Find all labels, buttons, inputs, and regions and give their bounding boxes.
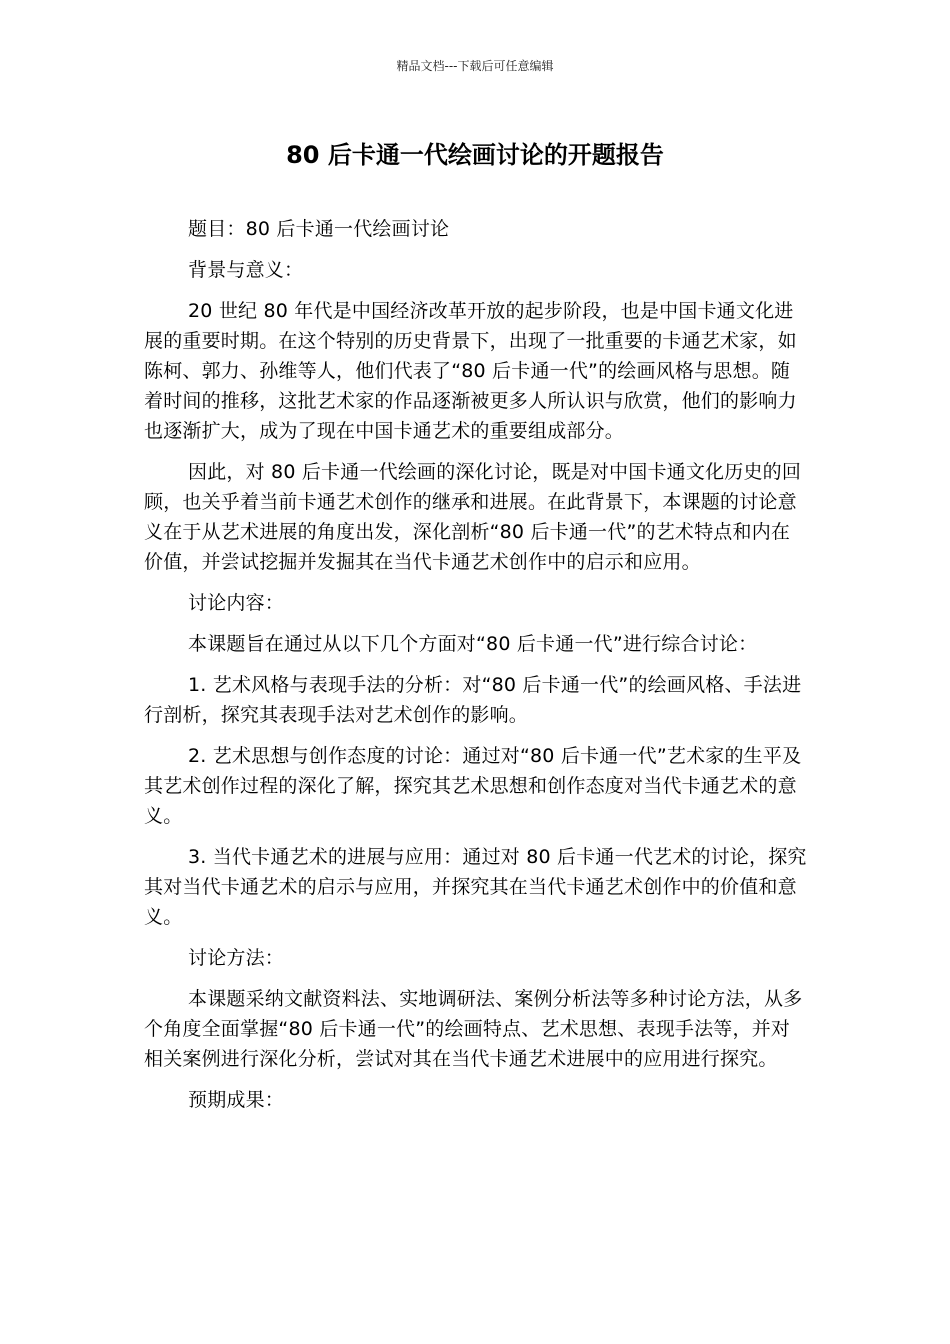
section-heading-background: 背景与意义：	[188, 259, 304, 281]
paragraph: 本课题采纳文献资料法、实地调研法、案例分析法等多种讨论方法，从多个角度全面掌握“80 后卡通一代”的绘画特点、艺术思想、表现手法等，并对相关案例进行深化分析，尝试对其在当代卡通艺术进展中的应用进行探究。	[144, 988, 803, 1070]
paragraph: 本课题旨在通过从以下几个方面对“80 后卡通一代”进行综合讨论：	[188, 633, 758, 655]
section-heading-content: 讨论内容：	[188, 592, 285, 614]
document-title: 80 后卡通一代绘画讨论的开题报告	[286, 141, 664, 169]
list-item: 1. 艺术风格与表现手法的分析：对“80 后卡通一代”的绘画风格、手法进行剖析，探究其表现手法对艺术创作的影响。	[144, 674, 802, 726]
list-item: 2. 艺术思想与创作态度的讨论：通过对“80 后卡通一代”艺术家的生平及其艺术创作过程的深化了解，探究其艺术思想和创作态度对当代卡通艺术的意义。	[144, 745, 802, 827]
header-note: 精品文档---下载后可任意编辑	[396, 59, 554, 73]
paragraph: 因此，对 80 后卡通一代绘画的深化讨论，既是对中国卡通文化历史的回顾，也关乎着当前卡通艺术创作的继承和进展。在此背景下，本课题的讨论意义在于从艺术进展的角度出发，深化剖析“80 后卡通一代”的艺术特点和内在价值，并尝试挖掘并发掘其在当代卡通艺术创作中的启示和应用。	[144, 461, 802, 573]
paragraph: 20 世纪 80 年代是中国经济改革开放的起步阶段，也是中国卡通文化进展的重要时期。在这个特别的历史背景下，出现了一批重要的卡通艺术家，如陈柯、郭力、孙维等人，他们代表了“80 后卡通一代”的绘画风格与思想。随着时间的推移，这批艺术家的作品逐渐被更多人所认识与欣赏，他们的影响力也逐渐扩大，成为了现在中国卡通艺术的重要组成部分。	[144, 300, 797, 442]
list-item: 3. 当代卡通艺术的进展与应用：通过对 80 后卡通一代艺术的讨论，探究其对当代卡通艺术的启示与应用，并探究其在当代卡通艺术创作中的价值和意义。	[144, 846, 807, 928]
section-heading-outcome: 预期成果：	[188, 1089, 285, 1111]
section-heading-method: 讨论方法：	[188, 947, 285, 969]
document-body	[144, 214, 808, 1126]
subject-line: 题目：80 后卡通一代绘画讨论	[188, 218, 450, 240]
